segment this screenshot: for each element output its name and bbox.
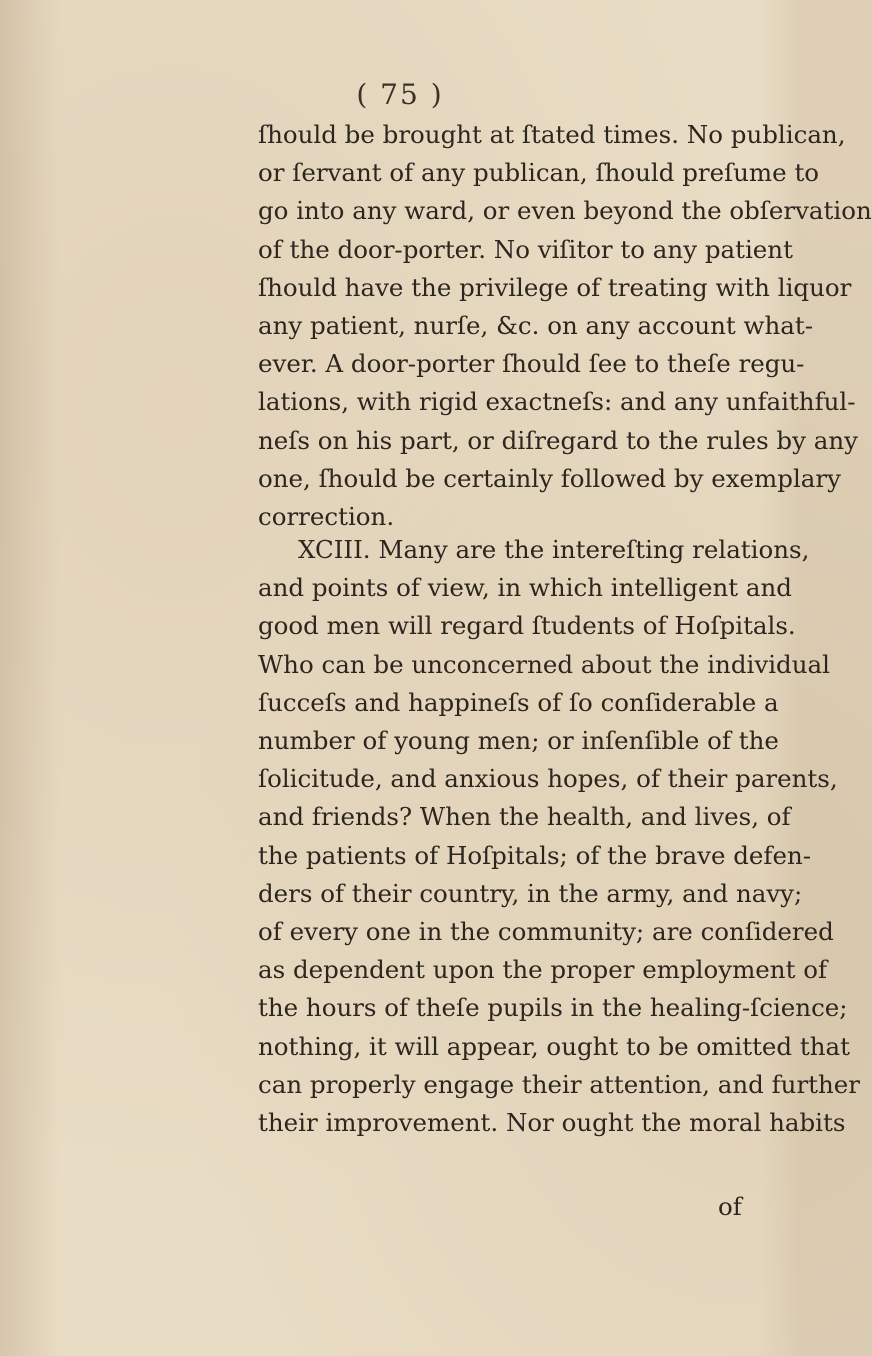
text-line: of the door-porter. No viſitor to any patient	[258, 234, 793, 264]
paragraph-1	[258, 116, 872, 536]
paragraph-2	[258, 531, 861, 1142]
text-line: ſhould be brought at ſtated times. No publican,	[258, 120, 846, 149]
text-line: ſucceſs and happineſs of ſo conſiderable a	[258, 687, 779, 717]
text-line: or ſervant of any publican, ſhould preſume to	[258, 158, 820, 188]
text-line: lations, with rigid exactneſs: and any unfaithful-	[258, 387, 856, 417]
text-line: ever. A door-porter ſhould ſee to theſe regu-	[258, 349, 805, 379]
text-line: any patient, nurſe, &c. on any account what-	[258, 311, 814, 341]
text-line: ſolicitude, and anxious hopes, of their parents,	[258, 764, 838, 794]
catchword: of	[718, 1192, 742, 1221]
text-line: and friends? When the health, and lives, of	[258, 802, 791, 832]
text-line: correction.	[258, 502, 395, 532]
text-line: nothing, it will appear, ought to be omitted that	[258, 1031, 850, 1061]
text-line: their improvement. Nor ought the moral habits	[258, 1108, 846, 1138]
text-line: good men will regard ſtudents of Hoſpitals.	[258, 611, 796, 641]
text-line: the hours of theſe pupils in the healing-ſcience;	[258, 993, 848, 1023]
text-line: number of young men; or inſenſible of the	[258, 726, 779, 756]
text-line: one, ſhould be certainly followed by exemplary	[258, 463, 841, 493]
text-line: as dependent upon the proper employment of	[258, 955, 828, 985]
text-line: go into any ward, or even beyond the obſervation	[258, 196, 872, 226]
text-line: neſs on his part, or diſregard to the rules by any	[258, 425, 858, 455]
page-number-header: ( 75 )	[356, 78, 444, 111]
text-line: Who can be unconcerned about the individual	[258, 649, 830, 679]
text-line: can properly engage their attention, and further	[258, 1069, 861, 1099]
text-line: of every one in the community; are conſidered	[258, 917, 834, 947]
text-line: ders of their country, in the army, and navy;	[258, 878, 803, 908]
text-line: the patients of Hoſpitals; of the brave defen-	[258, 840, 812, 870]
text-line: XCIII. Many are the intereſting relations,	[298, 535, 810, 564]
text-line: ſhould have the privilege of treating with liquor	[258, 272, 852, 302]
text-line: and points of view, in which intelligent and	[258, 573, 792, 603]
